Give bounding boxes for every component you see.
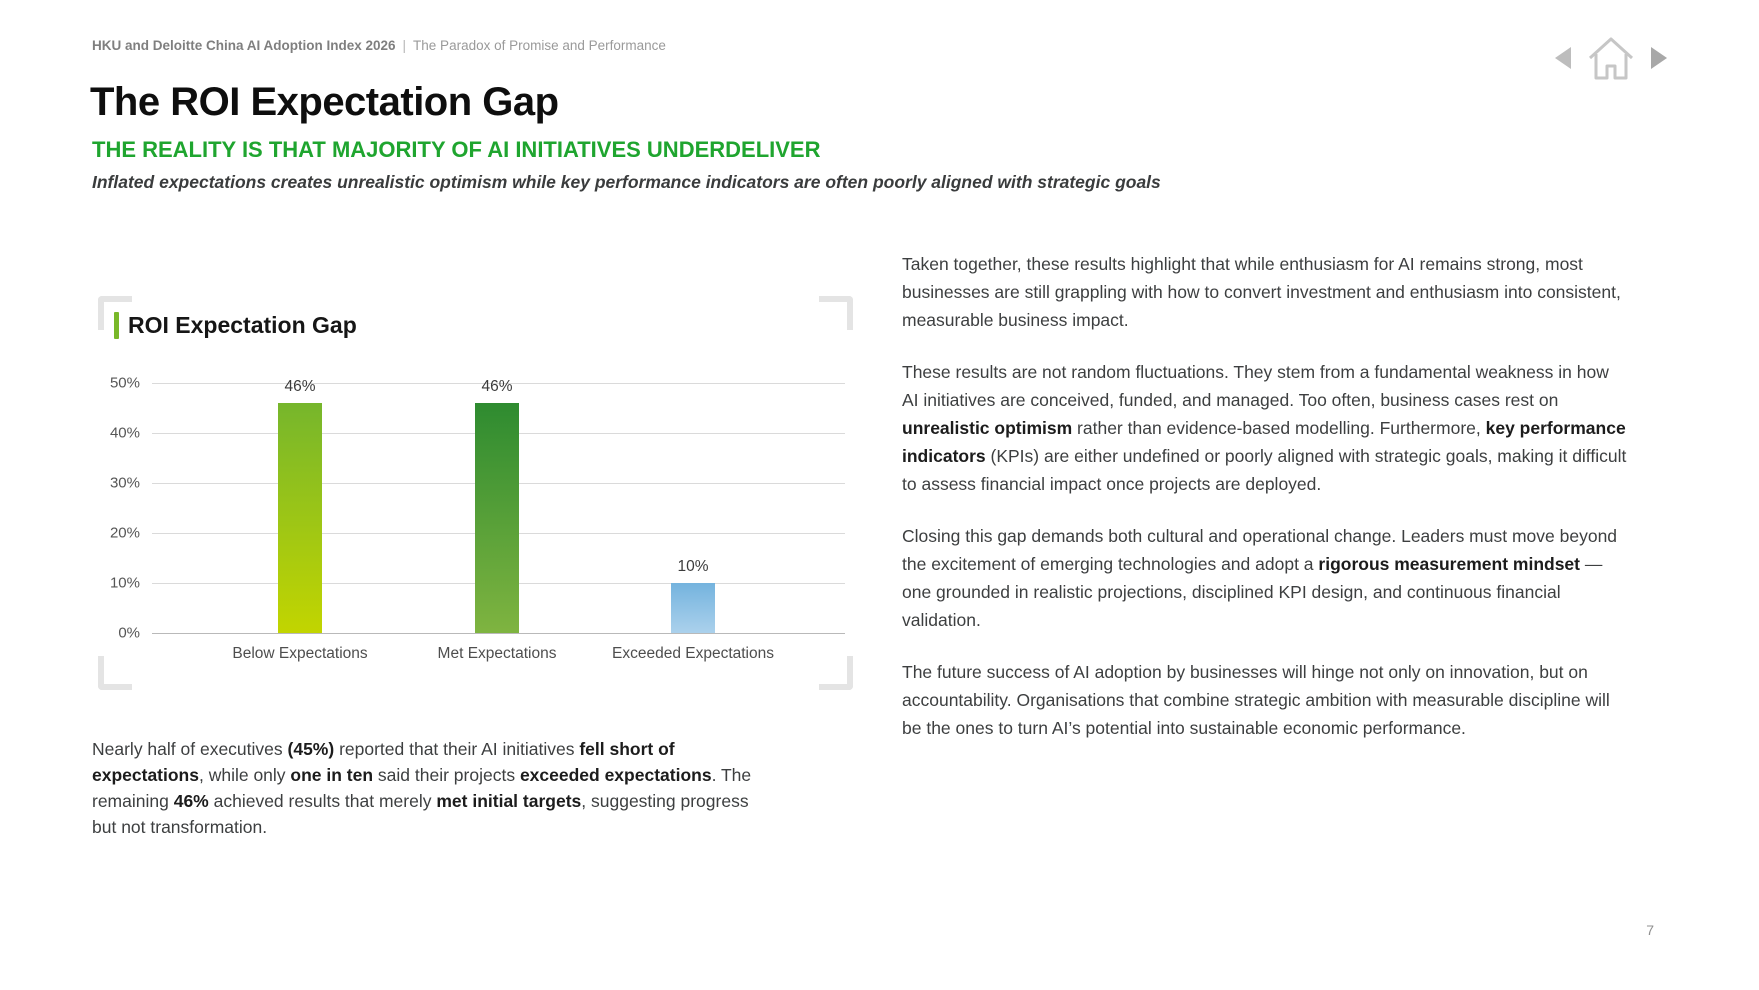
report-subtitle: The Paradox of Promise and Performance (413, 38, 666, 53)
y-tick-label: 40% (109, 424, 140, 442)
page-title: The ROI Expectation Gap (90, 80, 559, 124)
tagline: Inflated expectations creates unrealistic optimism while key performance indicators are often poorly aligned with strategic goals (92, 172, 1161, 192)
slide-navigation (1553, 34, 1669, 82)
chart-plot (109, 374, 845, 662)
y-tick-label: 20% (109, 524, 140, 542)
commentary-column (902, 250, 1627, 766)
chart-title: ROI Expectation Gap (128, 312, 357, 338)
gridline (152, 633, 845, 634)
category-label: Below Expectations (232, 645, 368, 662)
bar (475, 403, 519, 633)
home-icon[interactable] (1587, 35, 1635, 81)
header-separator: | (402, 38, 407, 53)
page-subtitle: THE REALITY IS THAT MAJORITY OF AI INITIATIVES UNDERDELIVER (92, 137, 821, 162)
commentary-paragraph: Closing this gap demands both cultural and operational change. Leaders must move beyond the excitement of emerging technologies and adopt a rigorous measurement mindset — one grounded in realistic projections, disciplined KPI design, and continuous financial validation. (902, 526, 1618, 630)
chart-caption: Nearly half of executives (45%) reported that their AI initiatives fell short of expectations, while only one in ten said their projects exceeded expectations. The remaining 46% achieved results that merely met initial targets, suggesting progress but not transformation. (92, 739, 752, 837)
bar-value-label: 46% (481, 378, 513, 395)
bar-value-label: 46% (284, 378, 316, 395)
page-number: 7 (1646, 922, 1654, 938)
y-tick-label: 0% (118, 624, 140, 642)
header (92, 38, 666, 53)
y-tick-label: 50% (109, 374, 140, 392)
chart-panel (98, 296, 853, 690)
corner-bracket-bottom-left (98, 656, 132, 690)
bar (671, 583, 715, 633)
bar (278, 403, 322, 633)
commentary-paragraph: The future success of AI adoption by businesses will hinge not only on innovation, but on accountability. Organisations that combine strategic ambition with measurable discipline will be the ones to turn AI’s potential into sustainable economic performance. (902, 662, 1610, 738)
commentary-paragraph: These results are not random fluctuations. They stem from a fundamental weakness in how AI initiatives are conceived, funded, and managed. Too often, business cases rest on unrealistic optimism rather than evidence-based modelling. Furthermore, key performance indicators (KPIs) are either undefined or poorly aligned with strategic goals, making it difficult to assess financial impact once projects are deployed. (902, 362, 1627, 494)
forward-icon[interactable] (1649, 45, 1669, 71)
commentary-paragraph: Taken together, these results highlight that while enthusiasm for AI remains strong, most businesses are still grappling with how to convert investment and enthusiasm into consistent, measurable business impact. (902, 254, 1621, 330)
report-title: HKU and Deloitte China AI Adoption Index 2026 (92, 38, 396, 53)
chart-title-row (114, 312, 357, 339)
chart-title-accent-bar (114, 312, 119, 339)
y-tick-label: 30% (109, 474, 140, 492)
y-tick-label: 10% (109, 574, 140, 592)
back-icon[interactable] (1553, 45, 1573, 71)
corner-bracket-top-right (819, 296, 853, 330)
category-label: Met Expectations (437, 645, 557, 662)
corner-bracket-bottom-right (819, 656, 853, 690)
bar-value-label: 10% (677, 558, 709, 575)
category-label: Exceeded Expectations (612, 645, 774, 662)
